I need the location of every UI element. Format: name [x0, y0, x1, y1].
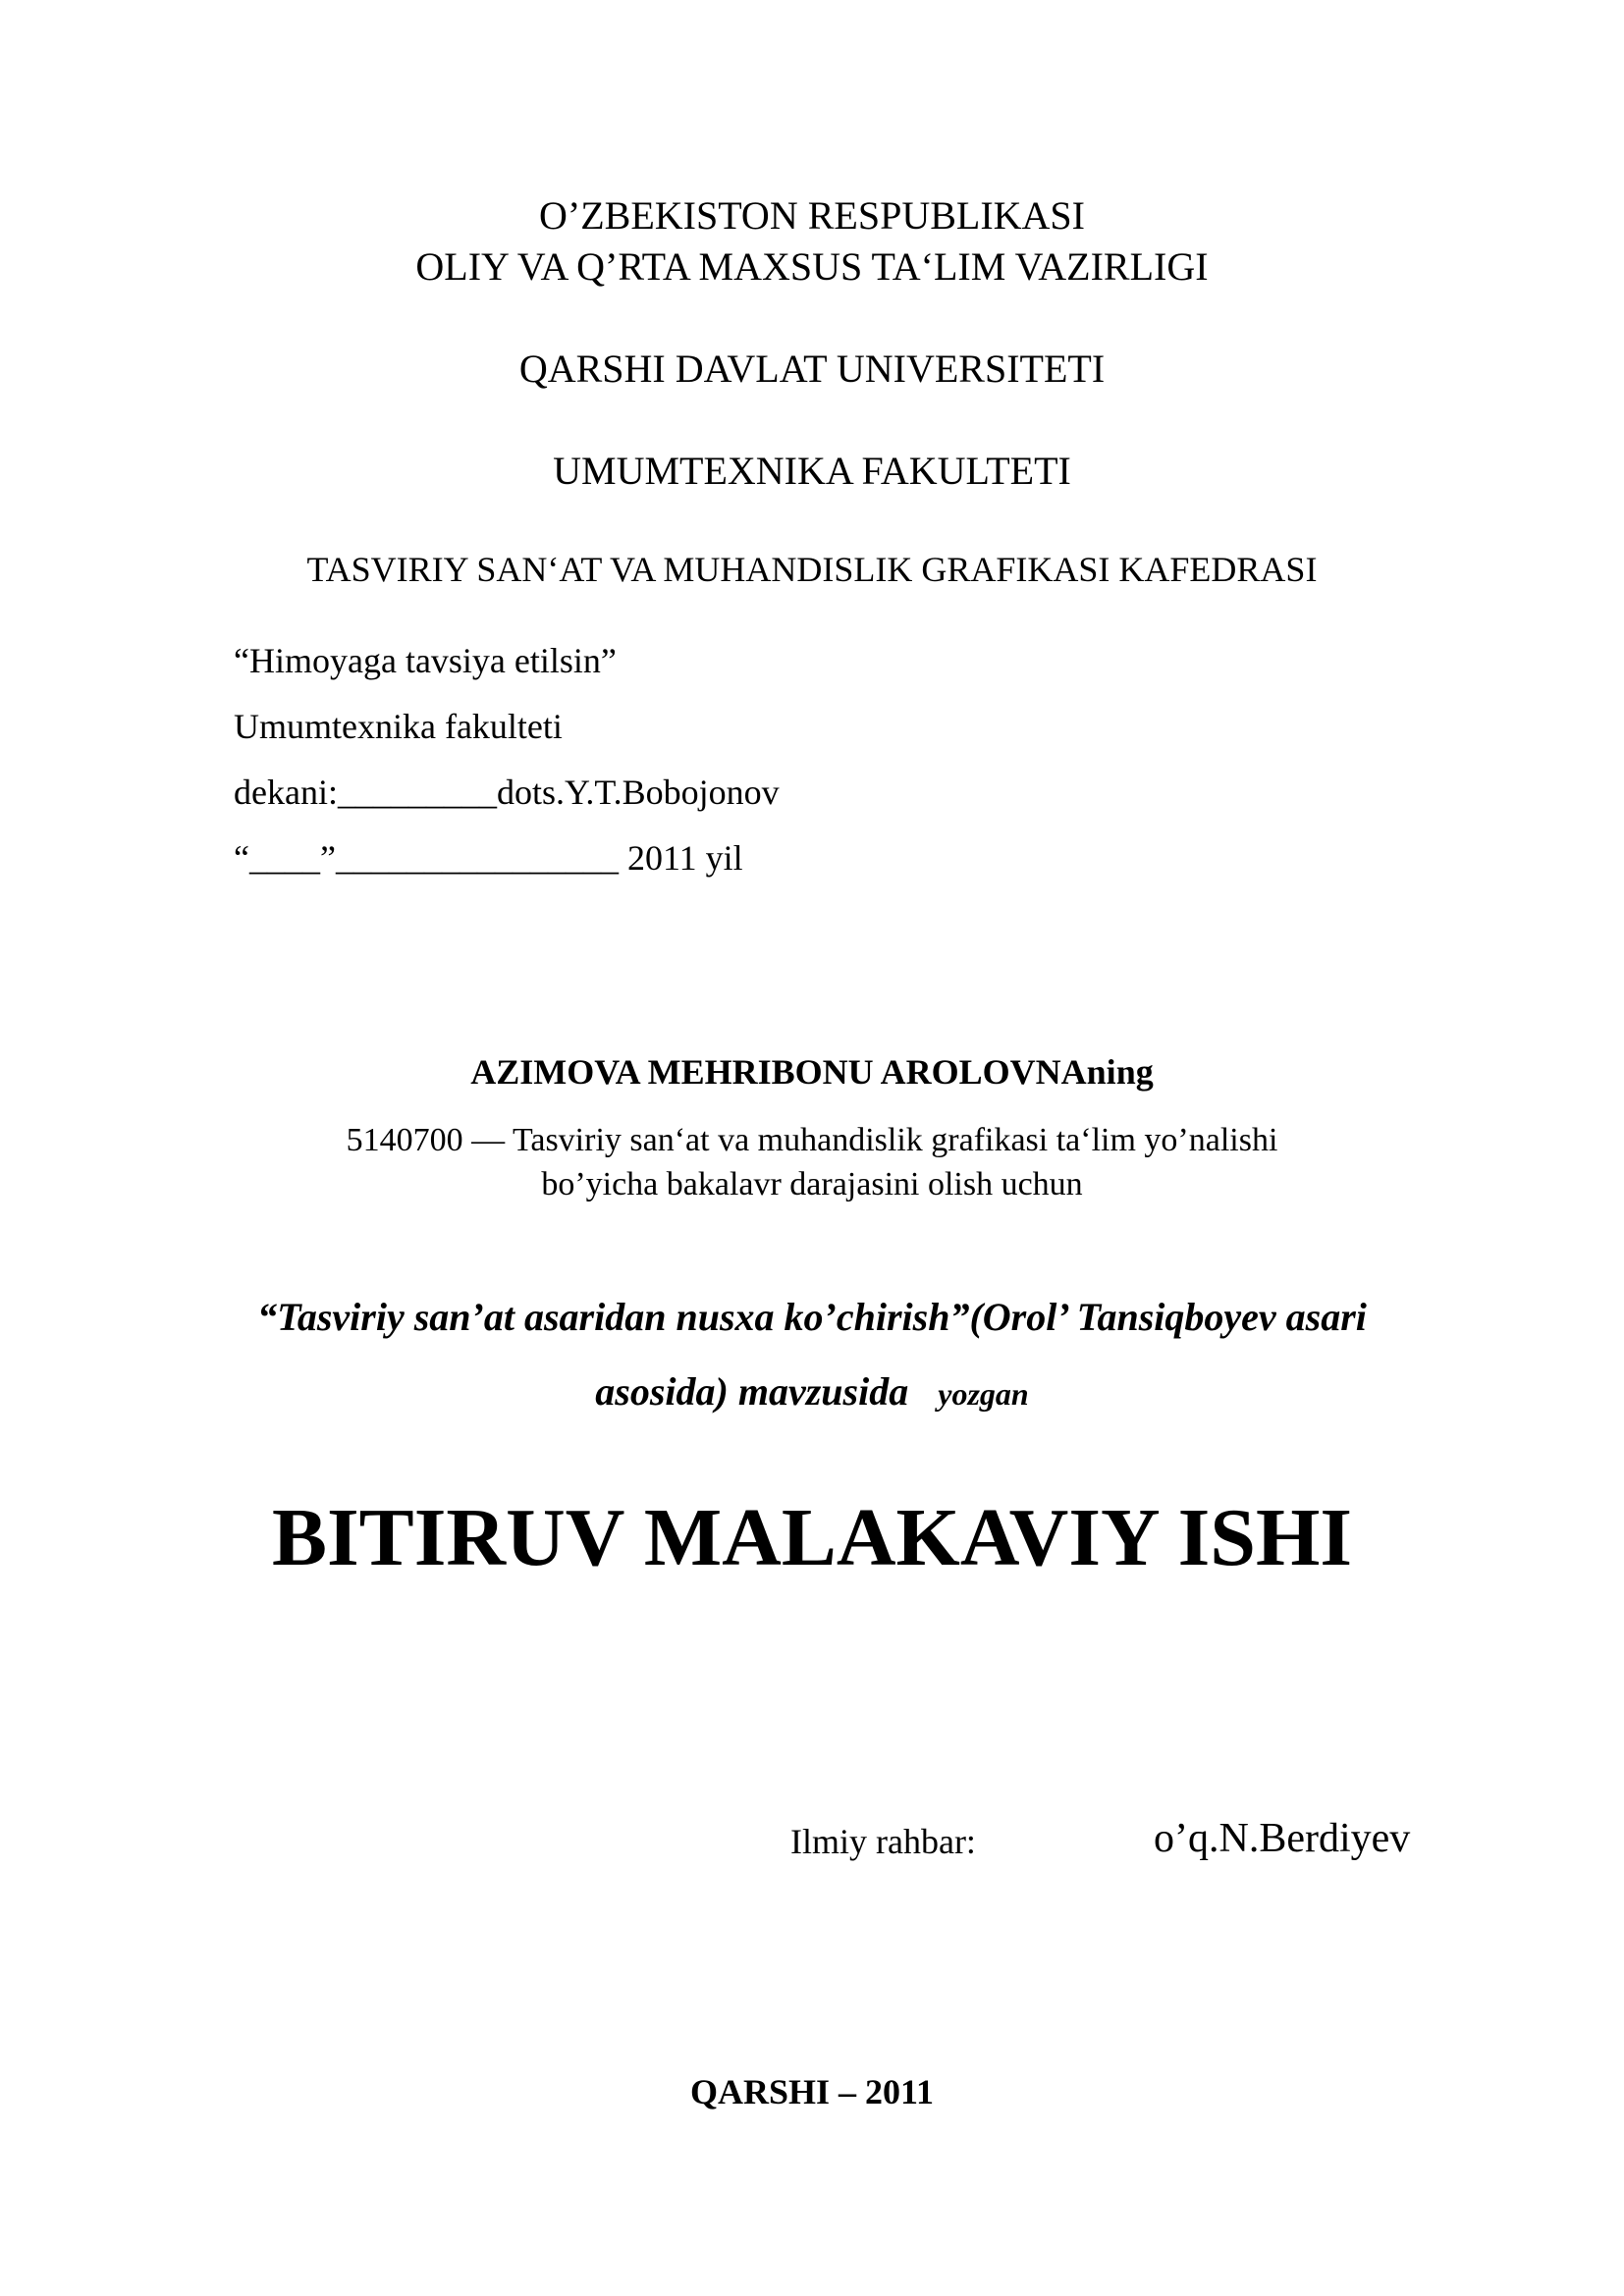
topic-line-2 — [0, 1369, 1624, 1414]
supervisor-label: Ilmiy rahbar: — [790, 1822, 976, 1861]
approval-line-2: Umumtexnika fakulteti — [234, 707, 563, 746]
approval-line-1: “Himoyaga tavsiya etilsin” — [234, 641, 617, 680]
country-name: O’ZBEKISTON RESPUBLIKASI — [539, 193, 1085, 238]
ministry-name: OLIY VA Q’RTA MAXSUS TA‘LIM VAZIRLIGI — [415, 244, 1209, 289]
program-line-2: bo’yicha bakalavr darajasini olish uchun — [541, 1166, 1083, 1202]
footer-city-year: QARSHI – 2011 — [689, 2072, 935, 2111]
author-name: AZIMOVA MEHRIBONU AROLOVNAning — [470, 1052, 1154, 1092]
document-title: BITIRUV MALAKAVIY ISHI — [271, 1492, 1353, 1583]
topic-line-1: “Tasviriy san’at asaridan nusxa ko’chirish”(Orol’ Tansiqboyev asari — [257, 1295, 1367, 1339]
department-name: TASVIRIY SAN‘AT VA MUHANDISLIK GRAFIKASI KAFEDRASI — [306, 550, 1318, 589]
faculty-name: UMUMTEXNIKA FAKULTETI — [553, 449, 1071, 493]
supervisor-name: o’q.N.Berdiyev — [1154, 1816, 1411, 1861]
approval-line-3: dekani:_________dots.Y.T.Bobojonov — [234, 773, 780, 812]
university-name: QARSHI DAVLAT UNIVERSITETI — [518, 347, 1106, 391]
approval-line-4: “____”________________ 2011 yil — [234, 838, 743, 878]
topic-line-2-suffix: yozgan — [938, 1376, 1029, 1412]
program-line-1: 5140700 — Tasviriy san‘at va muhandislik grafikasi ta‘lim yo’nalishi — [346, 1122, 1278, 1158]
topic-line-2-main: asosida) mavzusida — [595, 1369, 909, 1414]
